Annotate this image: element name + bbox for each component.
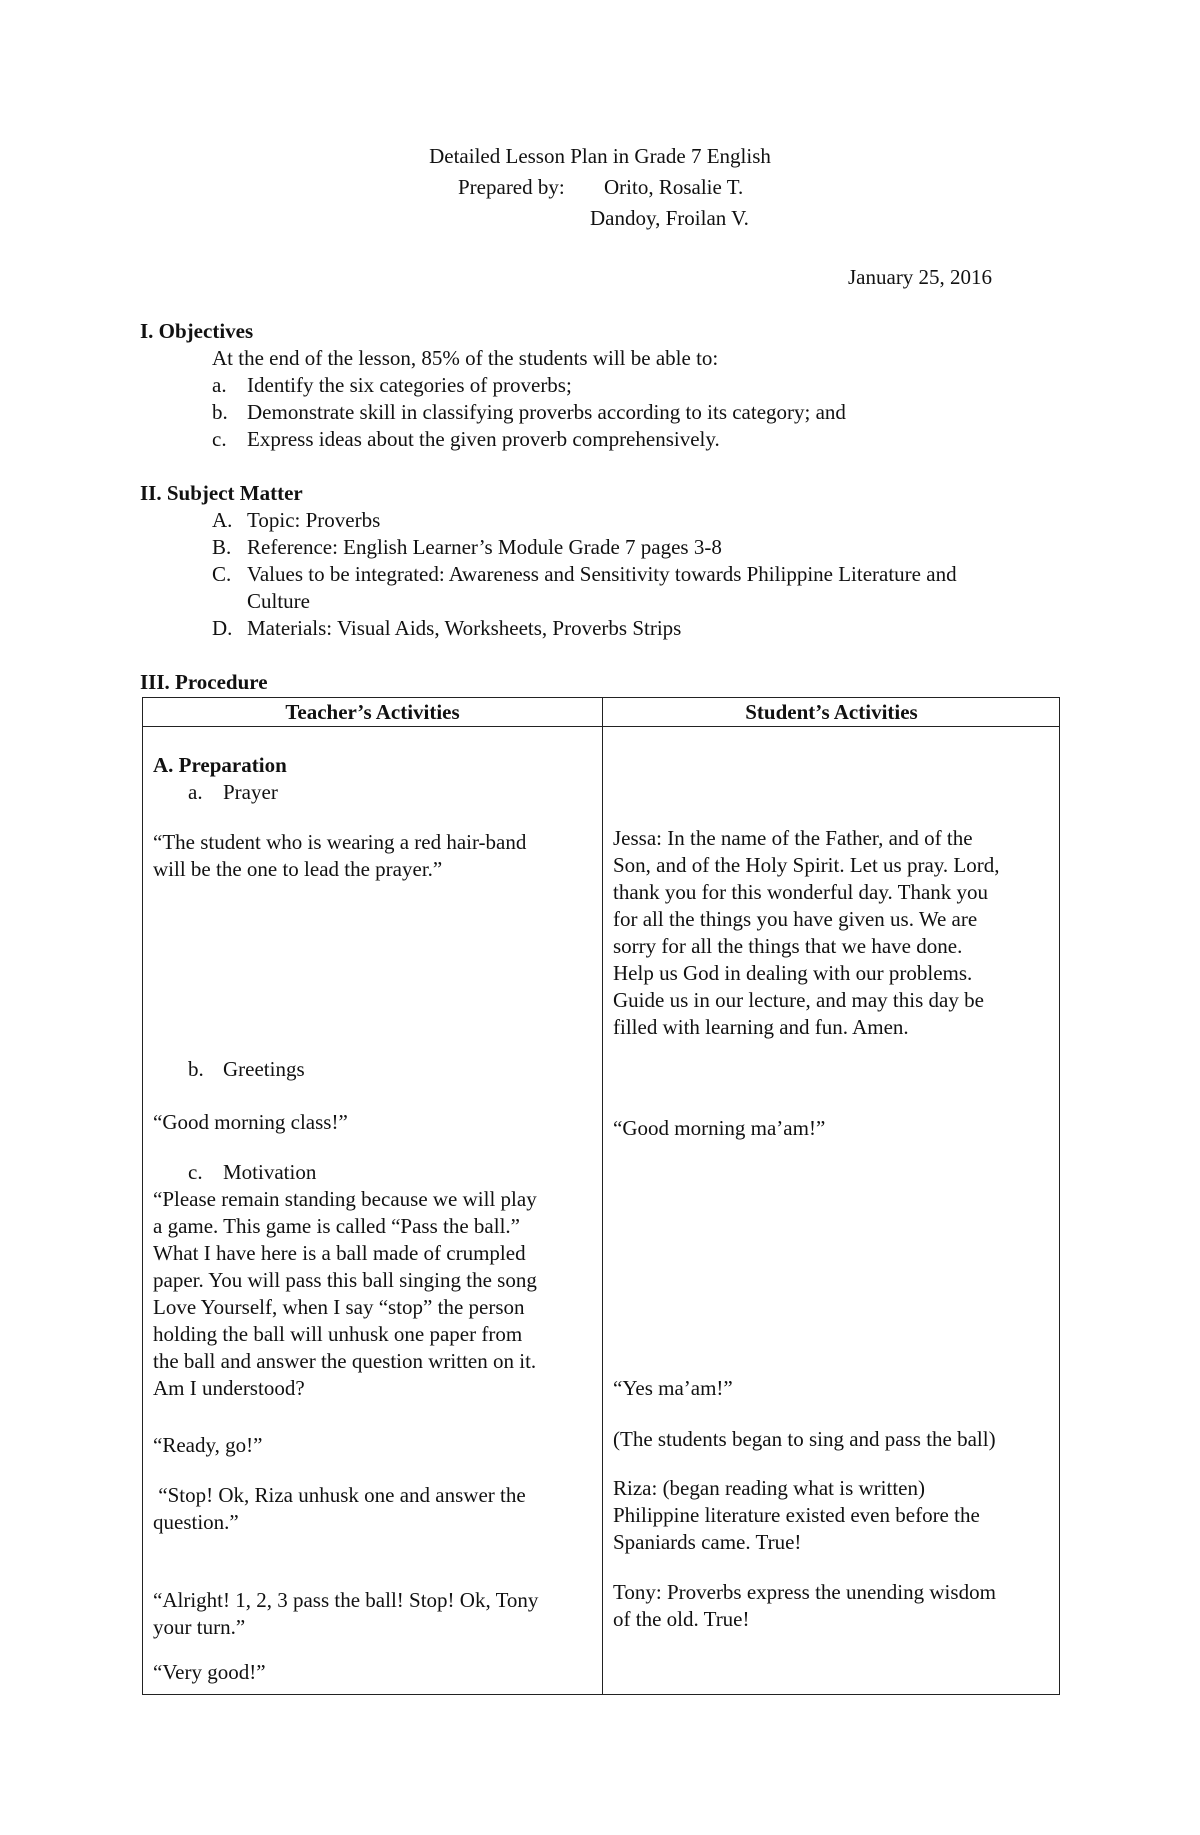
subject-text: Values to be integrated: Awareness and Sensitivity towards Philippine Literature and [247, 562, 957, 586]
author-1: Orito, Rosalie T. [604, 175, 744, 199]
subject-text: Reference: English Learner’s Module Grade 7 pages 3-8 [247, 535, 722, 559]
greetings-teacher-text: “Good morning class!” [153, 1110, 348, 1134]
procedure-heading: III. Procedure [140, 670, 268, 694]
objectives-heading: I. Objectives [140, 319, 254, 343]
objective-text: Identify the six categories of proverbs; [247, 373, 572, 397]
list-marker: A. [212, 508, 233, 532]
list-marker: D. [212, 616, 233, 640]
objective-text: Demonstrate skill in classifying proverbs according to its category; and [247, 400, 846, 424]
greetings-student-text: “Good morning ma’am!” [613, 1116, 826, 1140]
stop-student-text: Riza: (began reading what is written) Philippine literature existed even before the Spaniards came. True! [613, 1476, 980, 1554]
list-marker: b. [188, 1057, 204, 1081]
procedure-table [142, 697, 1060, 1695]
teacher-column-header: Teacher’s Activities [285, 700, 460, 724]
column-divider [602, 698, 603, 1694]
prayer-teacher-text: “The student who is wearing a red hair-band will be the one to lead the prayer.” [153, 830, 527, 881]
motivation-student-text: “Yes ma’am!” [613, 1376, 733, 1400]
sub-item-label: Greetings [223, 1057, 305, 1081]
very-good-teacher-text: “Very good!” [153, 1660, 266, 1684]
list-marker: b. [212, 400, 228, 424]
section-preparation: A. Preparation [153, 753, 287, 777]
prayer-student-text: Jessa: In the name of the Father, and of the Son, and of the Holy Spirit. Let us pray. Lord, thank you for this wonderful day. Thank you for all the things you have given us. We are sorry for all the things that we have done. Help us God in dealing with our problems. Guide us in our lecture, and may this day be filled with learning and fun. Amen. [613, 826, 1000, 1039]
objective-text: Express ideas about the given proverb comprehensively. [247, 427, 720, 451]
list-marker: a. [212, 373, 227, 397]
lesson-date: January 25, 2016 [848, 265, 993, 289]
sub-item-label: Prayer [223, 780, 278, 804]
list-marker: B. [212, 535, 232, 559]
list-marker: C. [212, 562, 232, 586]
ready-student-text: (The students began to sing and pass the ball) [613, 1427, 996, 1451]
list-marker: c. [212, 427, 227, 451]
list-marker: c. [188, 1160, 203, 1184]
objectives-intro: At the end of the lesson, 85% of the students will be able to: [212, 346, 719, 370]
ready-teacher-text: “Ready, go!” [153, 1433, 263, 1457]
student-column-header: Student’s Activities [745, 700, 918, 724]
subject-matter-heading: II. Subject Matter [140, 481, 303, 505]
subject-text: Culture [247, 589, 310, 613]
subject-text: Topic: Proverbs [247, 508, 381, 532]
list-marker: a. [188, 780, 203, 804]
header-divider [143, 726, 1059, 727]
subject-text: Materials: Visual Aids, Worksheets, Proverbs Strips [247, 616, 682, 640]
prepared-by-label: Prepared by: [458, 175, 565, 199]
motivation-teacher-text: “Please remain standing because we will play a game. This game is called “Pass the ball.” What I have here is a ball made of crumpled paper. You will pass this ball singing the song Love Yourself, when I say “stop” the person holding the ball will unhusk one paper from the ball and answer the question written on it. Am I understood? [153, 1187, 537, 1400]
author-2: Dandoy, Froilan V. [590, 206, 749, 230]
alright-teacher-text: “Alright! 1, 2, 3 pass the ball! Stop! Ok, Tony your turn.” [153, 1588, 539, 1639]
document-title: Detailed Lesson Plan in Grade 7 English [429, 144, 771, 168]
sub-item-label: Motivation [223, 1160, 317, 1184]
stop-teacher-text: “Stop! Ok, Riza unhusk one and answer the question.” [153, 1483, 526, 1534]
tony-student-text: Tony: Proverbs express the unending wisdom of the old. True! [613, 1580, 996, 1631]
